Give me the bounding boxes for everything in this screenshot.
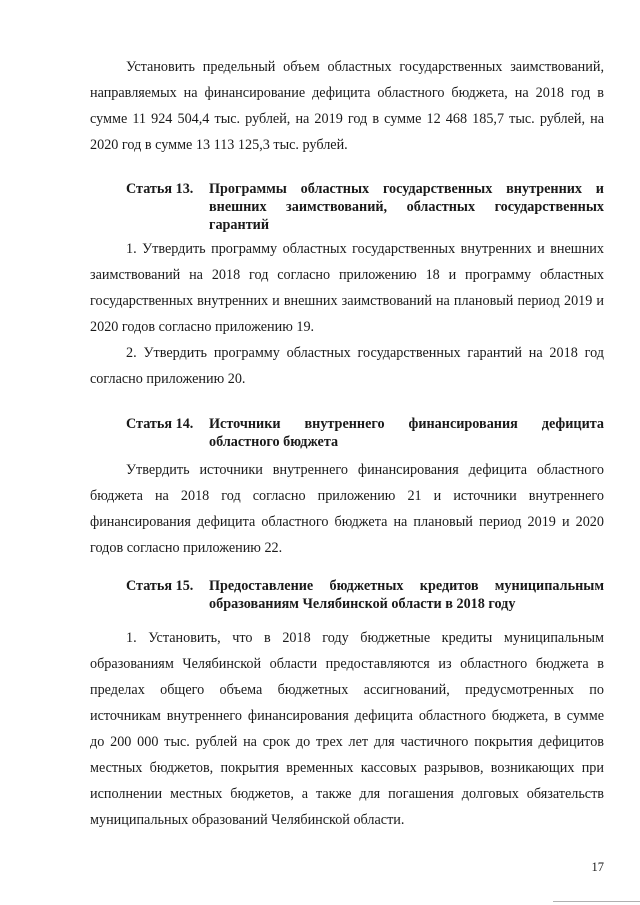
- page-number: 17: [591, 860, 604, 874]
- article-15-title: Предоставление бюджетных кредитов муниципальным образованиям Челябинской области в 2018 году: [209, 578, 604, 612]
- article-15-heading: [126, 577, 604, 613]
- article-13-paragraph-2: 2. Утвердить программу областных государственных гарантий на 2018 год согласно приложению 20.: [90, 345, 604, 387]
- article-14-paragraph-1: Утвердить источники внутреннего финансирования дефицита областного бюджета на 2018 год согласно приложению 21 и источники внутреннего финансирования дефицита областного бюджета на плановый период 2019 и 2020 годов согласно приложению 22.: [90, 462, 604, 556]
- article-14-title: Источники внутреннего финансирования дефицита областного бюджета: [209, 416, 604, 450]
- article-13-paragraph-1: 1. Утвердить программу областных государственных внутренних и внешних заимствований на 2018 год согласно приложению 18 и программу областных государственных внутренних и внешних заимствований на плановый период 2019 и 2020 годов согласно приложению 19.: [90, 241, 604, 335]
- scan-edge-line: [553, 901, 640, 902]
- article-14-heading: [126, 415, 604, 451]
- article-13-title: Программы областных государственных внутренних и внешних заимствований, областных государственных гарантий: [209, 181, 604, 233]
- article-13-heading: [126, 180, 604, 234]
- article-14-number: Статья 14.: [126, 416, 194, 432]
- article-15-number: Статья 15.: [126, 578, 194, 594]
- article-13-number: Статья 13.: [126, 181, 194, 197]
- article-15-paragraph-1: 1. Установить, что в 2018 году бюджетные кредиты муниципальным образованиям Челябинской области предоставляются из областного бюджета в пределах общего объема бюджетных ассигнований, предусмотренных по источникам внутреннего финансирования дефицита областного бюджета, в сумме до 200 000 тыс. рублей на срок до трех лет для частичного покрытия дефицитов местных бюджетов, покрытия временных кассовых разрывов, возникающих при исполнении местных бюджетов, а также для погашения долговых обязательств муниципальных образований Челябинской области.: [90, 630, 604, 828]
- intro-paragraph: Установить предельный объем областных государственных заимствований, направляемых на финансирование дефицита областного бюджета, на 2018 год в сумме 11 924 504,4 тыс. рублей, на 2019 год в сумме 12 468 185,7 тыс. рублей, на 2020 год в сумме 13 113 125,3 тыс. рублей.: [90, 59, 604, 153]
